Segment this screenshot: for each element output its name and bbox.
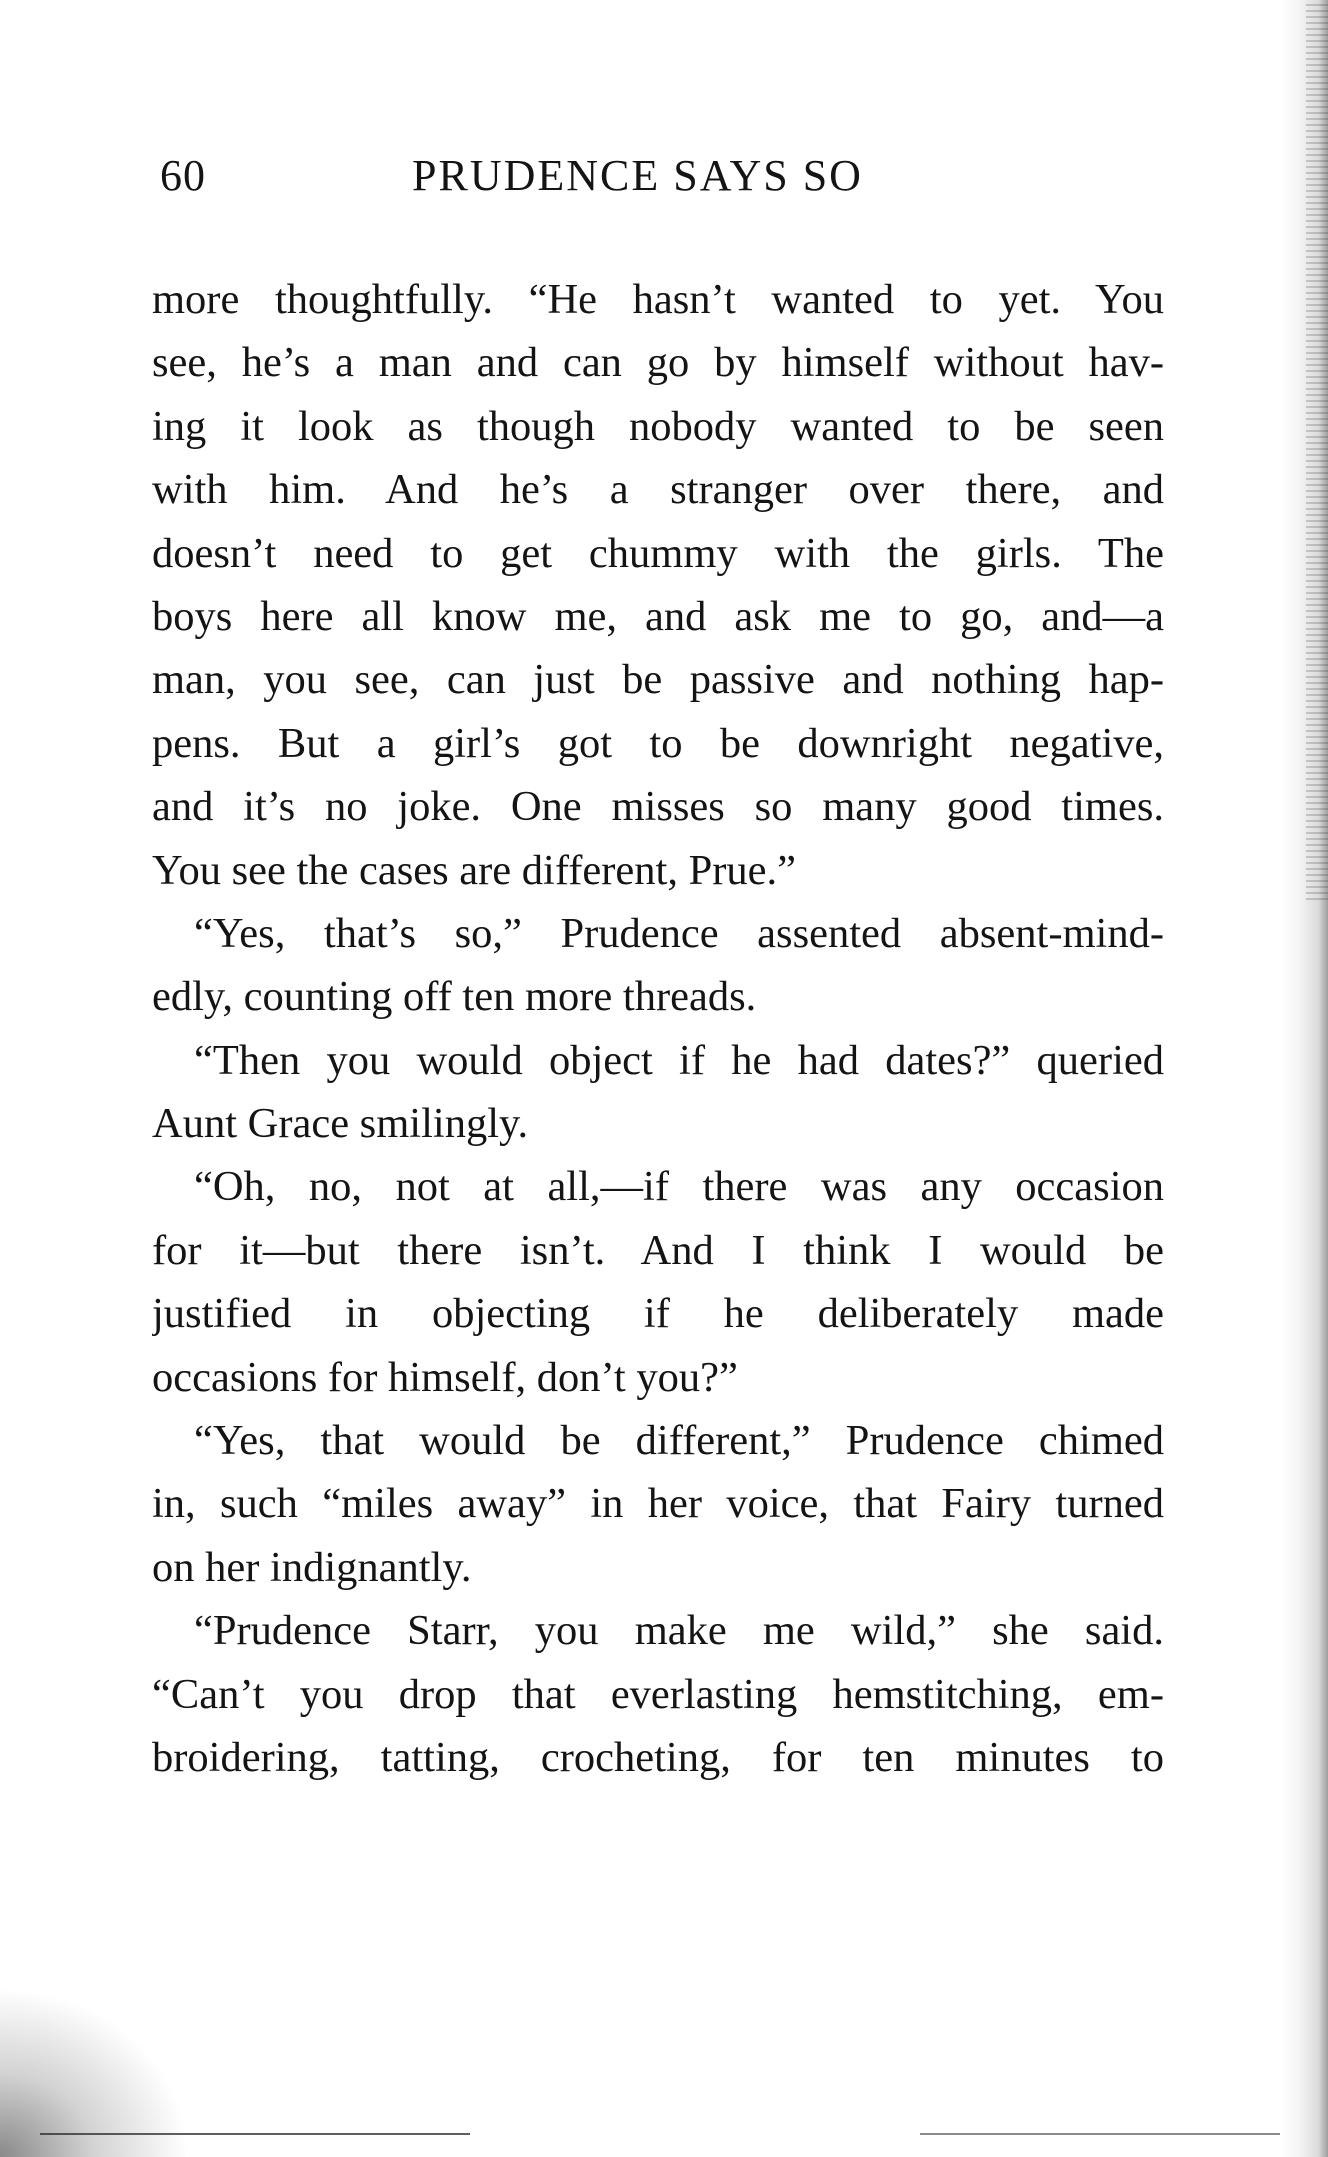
text-line: “Oh, no, not at all,—if there was any occasion — [194, 1163, 1164, 1211]
text-line: boys here all know me, and ask me to go, and—a — [152, 592, 1164, 640]
text-line: with him. And he’s a stranger over there, and — [152, 466, 1164, 514]
text-line: edly, counting off ten more threads. — [152, 973, 757, 1021]
text-line: and it’s no joke. One misses so many good times. — [152, 783, 1164, 831]
body-text — [152, 268, 1164, 1789]
scan-noise — [1306, 0, 1328, 900]
text-line: “Then you would object if he had dates?” queried — [194, 1036, 1164, 1084]
text-line: on her indignantly. — [152, 1543, 472, 1591]
text-line: You see the cases are different, Prue.” — [152, 846, 796, 894]
text-line: see, he’s a man and can go by himself without hav- — [152, 339, 1164, 387]
text-line: “Yes, that’s so,” Prudence assented absent-mind- — [194, 909, 1164, 957]
text-line: for it—but there isn’t. And I think I would be — [152, 1226, 1164, 1274]
running-title: PRUDENCE SAYS SO — [412, 151, 863, 200]
text-line: “Can’t you drop that everlasting hemstitching, em- — [152, 1670, 1164, 1718]
text-line: in, such “miles away” in her voice, that Fairy turned — [152, 1480, 1164, 1528]
text-line: “Yes, that would be different,” Prudence chimed — [194, 1417, 1164, 1465]
bottom-edge-mark — [920, 2133, 1280, 2135]
text-line: doesn’t need to get chummy with the girls. The — [152, 529, 1164, 577]
corner-speckle — [0, 1987, 190, 2157]
text-line: more thoughtfully. “He hasn’t wanted to yet. You — [152, 276, 1164, 323]
page-header — [160, 150, 1160, 210]
text-line: broidering, tatting, crocheting, for ten minutes to — [152, 1733, 1164, 1781]
text-line: ing it look as though nobody wanted to be seen — [152, 402, 1164, 450]
text-line: Aunt Grace smilingly. — [152, 1100, 529, 1148]
text-line: occasions for himself, don’t you?” — [152, 1353, 738, 1401]
text-line: justified in objecting if he deliberately made — [152, 1290, 1164, 1338]
bottom-edge-mark — [40, 2133, 470, 2135]
text-line: “Prudence Starr, you make me wild,” she said. — [194, 1607, 1164, 1655]
text-line: pens. But a girl’s got to be downright negative, — [152, 719, 1164, 767]
text-line: man, you see, can just be passive and nothing hap- — [152, 656, 1164, 704]
page-number: 60 — [160, 151, 206, 200]
